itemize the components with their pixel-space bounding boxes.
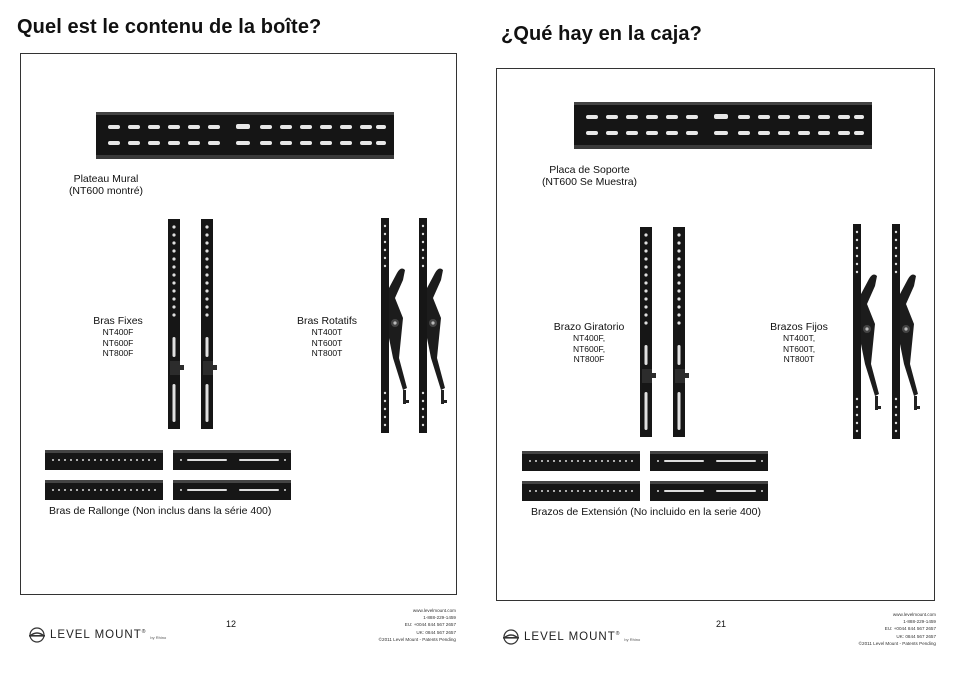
fixed-arms-models: NT400T, NT600T, NT800T xyxy=(782,333,816,364)
extension-arm-image xyxy=(173,480,291,500)
contents-frame xyxy=(496,68,935,601)
brand-logo xyxy=(28,628,166,642)
fixed-arm-image xyxy=(640,227,656,437)
swivel-arms-label: Brazo Giratorio xyxy=(553,321,625,333)
fixed-arm-image xyxy=(168,219,184,429)
swivel-arms-models: NT400F, NT600F, NT800F xyxy=(572,333,606,364)
logo-icon xyxy=(28,628,46,642)
logo-subtitle: by Rhino xyxy=(150,635,167,640)
tilt-arm-image xyxy=(419,218,449,433)
page-number: 12 xyxy=(226,619,237,629)
tilt-arms-models: NT400T NT600T NT800T xyxy=(311,327,343,358)
extension-arm-image xyxy=(650,451,768,471)
tilt-arm-image xyxy=(892,224,922,439)
wall-plate-label: Plateau Mural (NT600 montré) xyxy=(68,173,144,197)
extension-arm-image xyxy=(45,480,163,500)
contact-info: www.levelmount.com 1-888-229-1459 EU: +0044 844 567 2657 UK: 0844 567 2657 ©2011 Level Mount - Patents Pending xyxy=(336,607,456,643)
extension-arm-image xyxy=(522,481,640,501)
wall-plate-image xyxy=(96,112,394,159)
extension-arm-image xyxy=(173,450,291,470)
fixed-arms-label: Brazos Fijos xyxy=(770,321,828,333)
logo-icon xyxy=(502,630,520,644)
extension-arm-image xyxy=(650,481,768,501)
page-number: 21 xyxy=(716,619,727,629)
logo-text: LEVEL MOUNT® xyxy=(524,631,621,643)
logo-subtitle: by Rhino xyxy=(624,637,641,642)
fixed-arms-models: NT400F NT600F NT800F xyxy=(102,327,134,358)
wall-plate-label: Placa de Soporte (NT600 Se Muestra) xyxy=(541,164,638,188)
extension-arm-image xyxy=(522,451,640,471)
tilt-arm-image xyxy=(853,224,883,439)
wall-plate-image xyxy=(574,102,872,149)
fixed-arms-label: Bras Fixes xyxy=(93,315,143,327)
fixed-arm-image xyxy=(201,219,217,429)
contact-info: www.levelmount.com 1-888-229-1459 EU: +0044 844 567 2657 UK: 0844 567 2657 ©2011 Level Mount - Patents Pending xyxy=(816,611,936,647)
tilt-arms-label: Bras Rotatifs xyxy=(296,315,358,327)
website-link[interactable]: www.levelmount.com xyxy=(412,608,456,613)
website-link[interactable]: www.levelmount.com xyxy=(892,612,936,617)
page-title: ¿Qué hay en la caja? xyxy=(501,23,702,45)
logo-text: LEVEL MOUNT® xyxy=(50,629,147,641)
page-title: Quel est le contenu de la boîte? xyxy=(17,16,322,38)
extension-arms-label: Brazos de Extensión (No incluido en la serie 400) xyxy=(531,506,761,518)
fixed-arm-image xyxy=(673,227,689,437)
brand-logo xyxy=(502,630,640,644)
contents-frame xyxy=(20,53,457,595)
extension-arm-image xyxy=(45,450,163,470)
tilt-arm-image xyxy=(381,218,411,433)
right-page xyxy=(477,0,954,675)
extension-arms-label: Bras de Rallonge (Non inclus dans la série 400) xyxy=(49,505,272,517)
